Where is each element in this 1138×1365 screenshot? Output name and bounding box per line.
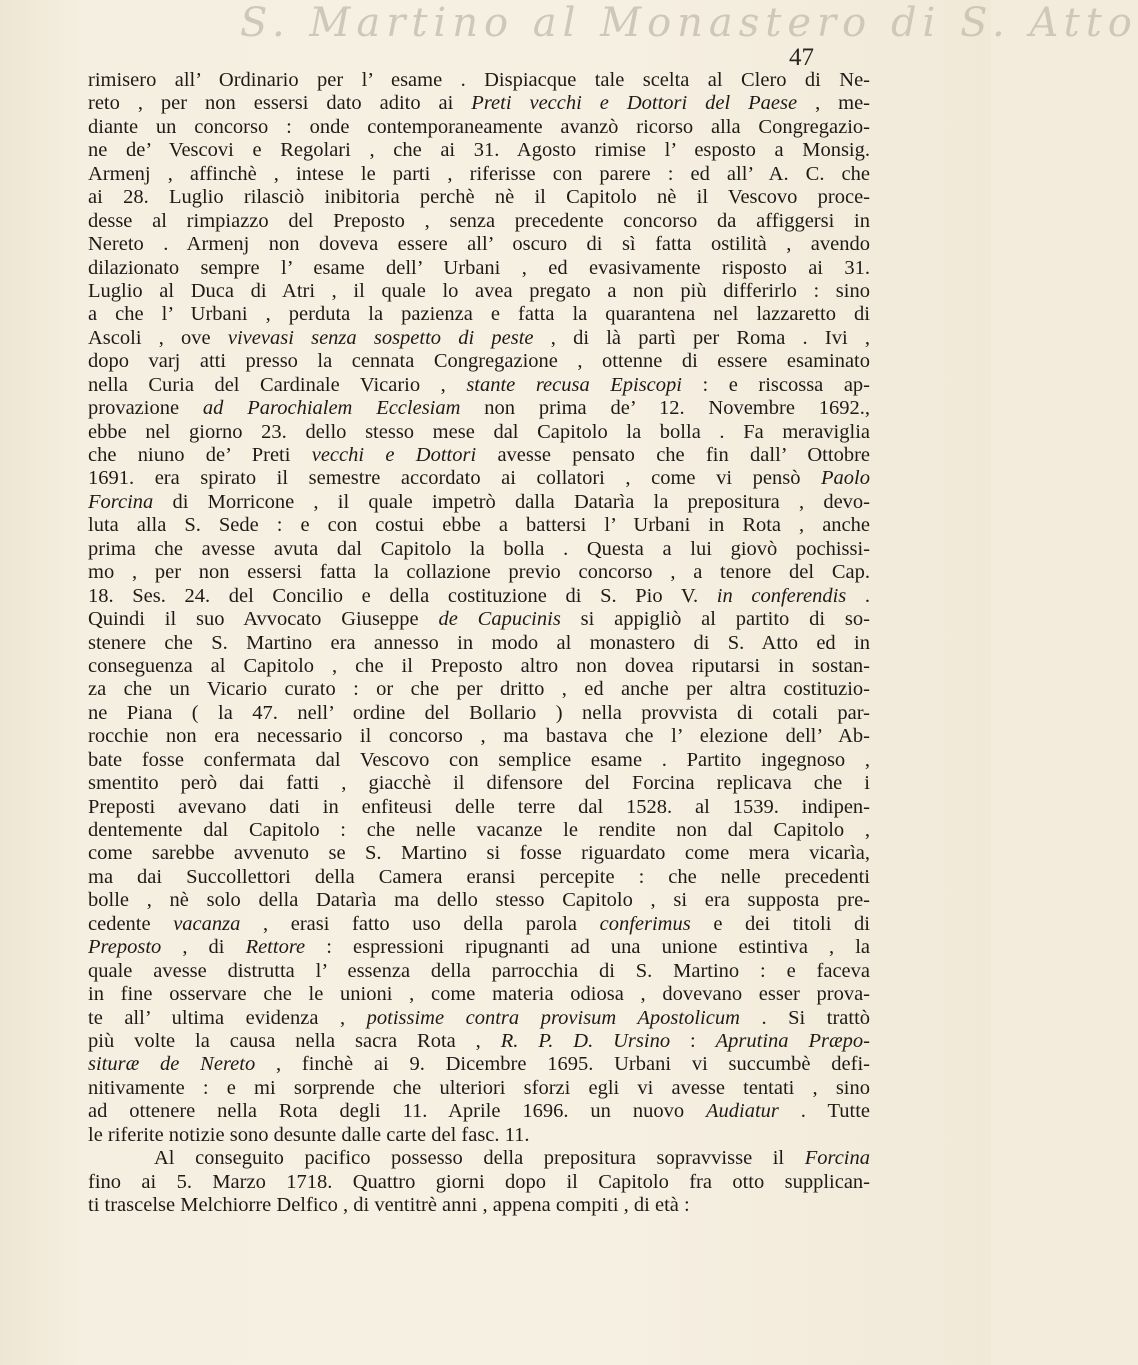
- text-segment: , finchè ai 9. Dicembre 1695. Urbani vi succumbè defi-: [255, 1053, 871, 1076]
- text-segment: . Si trattò: [739, 1006, 871, 1029]
- text-line: [88, 421, 870, 444]
- text-segment: si appigliò al partito di so-: [560, 608, 870, 631]
- text-segment: ma dai Succollettori della Camera eransi percepite : che nelle precedenti: [88, 865, 870, 888]
- text-segment: quale avesse distrutta l’ essenza della parrocchia di S. Martino : e faceva: [88, 959, 870, 982]
- text-line: [88, 749, 870, 772]
- text-segment: fino ai 5. Marzo 1718. Quattro giorni dopo il Capitolo fra otto supplican-: [88, 1170, 870, 1193]
- text-segment: te all’ ultima evidenza ,: [88, 1006, 367, 1029]
- text-line: [88, 327, 870, 350]
- text-segment: cedente: [88, 912, 174, 935]
- text-segment: reto , per non essersi dato adito ai: [88, 92, 472, 115]
- text-segment: ai 28. Luglio rilasciò inibitoria perchè nè il Capitolo nè il Vescovo proce-: [88, 186, 870, 209]
- text-segment: a che l’ Urbani , perduta la pazienza e fatta la quarantena nel lazzaretto di: [88, 303, 870, 326]
- text-line: [88, 163, 870, 186]
- text-segment: , erasi fatto uso della parola: [240, 912, 600, 935]
- text-segment: bolle , nè solo della Datarìa ma dello stesso Capitolo , si era supposta pre-: [88, 889, 870, 912]
- text-segment: desse al rimpiazzo del Preposto , senza precedente concorso da affiggersi in: [88, 209, 870, 232]
- italic-text: R. P. D. Ursino: [500, 1029, 671, 1052]
- text-line: [88, 866, 870, 889]
- text-segment: le riferite notizie sono desunte dalle carte del fasc. 11.: [88, 1123, 530, 1146]
- text-line: [88, 1007, 870, 1030]
- text-line: [88, 608, 870, 631]
- text-segment: provazione: [88, 397, 203, 420]
- text-line: [88, 983, 870, 1006]
- text-segment: in fine osservare che le unioni , come materia odiosa , dovevano esser prova-: [88, 983, 870, 1006]
- text-line: [88, 92, 870, 115]
- italic-text: Preti vecchi e Dottori del Paese: [471, 92, 798, 115]
- text-line: [88, 1100, 870, 1123]
- text-segment: , me-: [797, 92, 871, 115]
- text-segment: Al conseguito pacifico possesso della prepositura sopravvisse il: [154, 1147, 805, 1170]
- text-line: [88, 1147, 870, 1170]
- text-segment: za che un Vicario curato : or che per dritto , ed anche per altra costituzio-: [88, 678, 870, 701]
- text-segment: stenere che S. Martino era annesso in modo al monastero di S. Atto ed in: [88, 631, 870, 654]
- text-line: [88, 397, 870, 420]
- text-segment: luta alla S. Sede : e con costui ebbe a battersi l’ Urbani in Rota , anche: [88, 514, 870, 537]
- text-segment: più volte la causa nella sacra Rota ,: [88, 1029, 501, 1052]
- text-segment: Luglio al Duca di Atri , il quale lo avea pregato a non più differirlo : sino: [88, 279, 870, 302]
- italic-text: vecchi e Dottori: [311, 444, 477, 466]
- text-segment: ebbe nel giorno 23. dello stesso mese dal Capitolo la bolla . Fa meraviglia: [88, 420, 870, 443]
- text-segment: mo , per non essersi fatta la collazione previo concorso , a tenore del Cap.: [88, 561, 870, 584]
- text-segment: : e riscossa ap-: [681, 373, 870, 396]
- text-segment: ti trascelse Melchiorre Delfico , di ventitrè anni , appena compiti , di età :: [88, 1194, 690, 1216]
- text-line: [88, 139, 870, 162]
- text-segment: bate fosse confermata dal Vescovo con semplice esame . Partito ingegnoso ,: [88, 748, 870, 771]
- text-line: [88, 233, 870, 256]
- text-line: [88, 796, 870, 819]
- text-line: [88, 374, 870, 397]
- text-segment: e dei titoli di: [690, 912, 870, 935]
- text-line: [88, 632, 870, 655]
- text-line: [88, 702, 870, 725]
- text-line: [88, 444, 870, 467]
- text-line: [88, 585, 870, 608]
- text-line: [88, 69, 870, 92]
- text-segment: Armenj , affinchè , intese le parti , riferisse con parere : ed all’ A. C. che: [88, 162, 870, 185]
- text-segment: rimisero all’ Ordinario per l’ esame . Dispiacque tale scelta al Clero di Ne-: [88, 69, 870, 91]
- text-line: [88, 257, 870, 280]
- text-segment: :: [670, 1029, 716, 1052]
- text-line: [88, 678, 870, 701]
- italic-text: Aprutina Præpo-: [715, 1029, 870, 1052]
- text-segment: dilazionato sempre l’ esame dell’ Urbani , ed evasivamente risposto ai 31.: [88, 256, 870, 279]
- italic-text: Audiatur: [705, 1100, 779, 1123]
- text-line: [88, 116, 870, 139]
- body-text: [88, 69, 870, 1217]
- text-line: [88, 491, 870, 514]
- text-segment: 1691. era spirato il semestre accordato ai collatori , come vi pensò: [88, 467, 822, 490]
- text-line: [88, 280, 870, 303]
- italic-text: vivevasi senza sospetto di peste: [227, 326, 534, 349]
- italic-text: Forcina: [804, 1147, 870, 1170]
- text-line: [88, 842, 870, 865]
- text-segment: conseguenza al Capitolo , che il Preposto altro non dovea riputarsi in sostan-: [88, 654, 870, 677]
- text-line: [88, 514, 870, 537]
- italic-text: in conferendis: [716, 584, 847, 607]
- text-segment: diante un concorso : onde contemporaneamente avanzò ricorso alla Congregazio-: [88, 115, 870, 138]
- page-number: 47: [789, 44, 814, 71]
- text-line: [88, 1053, 870, 1076]
- text-segment: Nereto . Armenj non doveva essere all’ oscuro di sì fatta ostilità , avendo: [88, 233, 870, 256]
- italic-text: vacanza: [173, 912, 241, 935]
- text-segment: dopo varj atti presso la cennata Congregazione , ottenne di essere esaminato: [88, 350, 870, 373]
- italic-text: Preposto: [88, 936, 162, 959]
- text-line: [88, 350, 870, 373]
- text-line: [88, 819, 870, 842]
- text-segment: dentemente dal Capitolo : che nelle vacanze le rendite non dal Capitolo ,: [88, 819, 870, 841]
- italic-text: stante recusa Episcopi: [466, 373, 682, 396]
- text-line: [88, 467, 870, 490]
- text-segment: Ascoli , ove: [88, 326, 228, 349]
- text-line: [88, 655, 870, 678]
- text-segment: nella Curia del Cardinale Vicario ,: [88, 373, 467, 396]
- text-line: [88, 936, 870, 959]
- text-segment: . Tutte: [778, 1100, 871, 1123]
- italic-text: Paolo: [821, 467, 870, 490]
- text-segment: nitivamente : e mi sorprende che ulteriori sforzi egli vi avesse tentati , sino: [88, 1076, 870, 1099]
- text-segment: 18. Ses. 24. del Concilio e della costituzione di S. Pio V.: [88, 584, 717, 607]
- text-segment: che niuno de’ Preti: [88, 444, 312, 466]
- text-segment: prima che avesse avuta dal Capitolo la bolla . Questa a lui giovò pochissi-: [88, 537, 870, 560]
- italic-text: ad Parochialem Ecclesiam: [202, 397, 461, 420]
- text-line: [88, 889, 870, 912]
- italic-text: Forcina: [88, 490, 154, 513]
- text-segment: Quindi il suo Avvocato Giuseppe: [88, 608, 439, 631]
- text-segment: ne Piana ( la 47. nell’ ordine del Bollario ) nella provvista di cotali par-: [88, 701, 870, 724]
- text-segment: .: [846, 584, 871, 607]
- text-line: [88, 913, 870, 936]
- italic-text: conferimus: [599, 912, 691, 935]
- text-line: [88, 1171, 870, 1194]
- text-segment: , di: [161, 936, 246, 959]
- italic-text: situræ de Nereto: [88, 1053, 256, 1076]
- text-segment: : espressioni ripugnanti ad una unione estintiva , la: [305, 936, 870, 959]
- text-segment: come sarebbe avvenuto se S. Martino si fosse riguardato come mera vicarìa,: [88, 842, 870, 865]
- text-line: [88, 210, 870, 233]
- text-segment: smentito però dai fatti , giacchè il difensore del Forcina replicava che i: [88, 772, 870, 795]
- handwritten-annotation: S. Martino al Monastero di S. Atto: [240, 0, 1138, 46]
- text-segment: ad ottenere nella Rota degli 11. Aprile 1696. un nuovo: [88, 1100, 706, 1123]
- text-line: [88, 960, 870, 983]
- text-line: [88, 772, 870, 795]
- text-line: [88, 538, 870, 561]
- text-segment: non prima de’ 12. Novembre 1692.,: [460, 397, 871, 420]
- text-line: [88, 186, 870, 209]
- text-line: [88, 561, 870, 584]
- text-line: [88, 1030, 870, 1053]
- text-segment: ne de’ Vescovi e Regolari , che ai 31. Agosto rimise l’ esposto a Monsig.: [88, 139, 870, 162]
- text-line: [88, 725, 870, 748]
- italic-text: Rettore: [245, 936, 306, 959]
- text-segment: avesse pensato che fin dall’ Ottobre: [476, 444, 870, 466]
- italic-text: de Capucinis: [438, 608, 561, 631]
- text-segment: rocchie non era necessario il concorso , ma bastava che l’ elezione dell’ Ab-: [88, 725, 870, 748]
- text-line: [88, 1077, 870, 1100]
- text-segment: Preposti avevano dati in enfiteusi delle terre dal 1528. al 1539. indipen-: [88, 795, 870, 818]
- text-segment: , di là partì per Roma . Ivi ,: [533, 326, 870, 349]
- text-line: [88, 303, 870, 326]
- text-line: [88, 1194, 870, 1217]
- text-line: [88, 1124, 870, 1147]
- text-segment: di Morricone , il quale impetrò dalla Datarìa la prepositura , devo-: [153, 490, 870, 513]
- italic-text: potissime contra provisum Apostolicum: [366, 1006, 740, 1029]
